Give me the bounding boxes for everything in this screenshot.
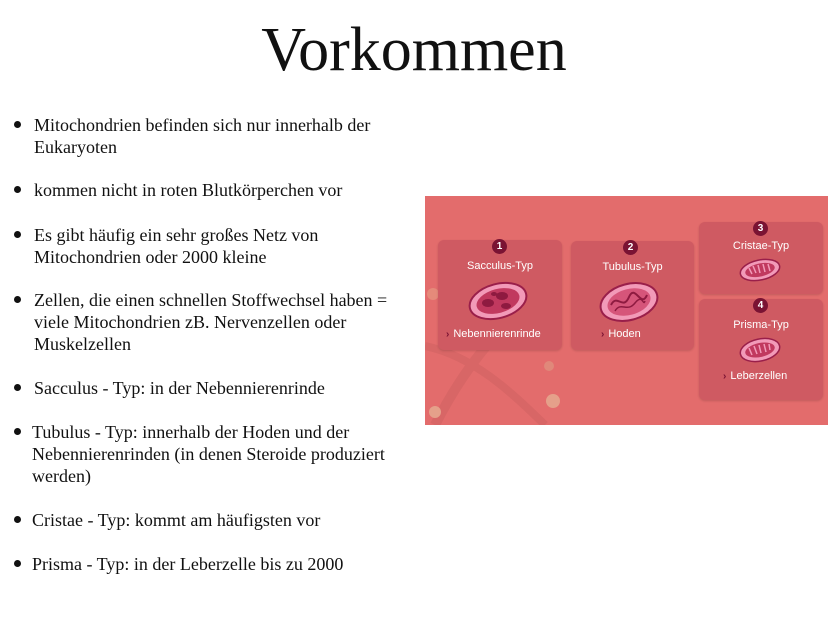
mitochondrion-tubulus-icon — [597, 279, 661, 325]
bullet-icon — [14, 560, 21, 567]
card-location-label: › Nebennierenrinde — [446, 328, 541, 340]
chevron-right-icon: › — [601, 329, 605, 340]
mitochondrion-sacculus-icon — [466, 280, 530, 322]
mitochondrion-cristae-icon — [737, 256, 783, 284]
list-item: Prisma - Typ: in der Leberzelle bis zu 2000 — [14, 553, 424, 575]
list-item: Sacculus - Typ: in der Nebennierenrinde — [14, 377, 424, 399]
list-item: kommen nicht in roten Blutkörperchen vor — [14, 179, 424, 201]
card-location-label: › Leberzellen — [723, 370, 788, 382]
card-title: Prisma-Typ — [733, 319, 789, 331]
card-tubulus-type — [571, 241, 694, 350]
card-number-badge: 2 — [623, 240, 638, 255]
card-prisma-type — [699, 299, 823, 400]
list-item: Es gibt häufig ein sehr großes Netz von Mitochondrien oder 2000 kleine — [14, 224, 424, 268]
list-item: Zellen, die einen schnellen Stoffwechsel haben = viele Mitochondrien zB. Nervenzellen oder Muskelzellen — [14, 289, 424, 355]
chevron-right-icon: › — [446, 329, 450, 340]
mitochondria-types-figure — [425, 196, 828, 425]
card-title: Tubulus-Typ — [602, 261, 663, 273]
card-title: Cristae-Typ — [732, 240, 790, 252]
bullet-icon — [14, 231, 21, 238]
card-number-badge: 4 — [753, 298, 768, 313]
card-number-badge: 1 — [492, 239, 507, 254]
chevron-right-icon: › — [723, 371, 727, 382]
list-item: Tubulus - Typ: innerhalb der Hoden und der Nebennierenrinden (in denen Steroide produziert werden) — [14, 421, 424, 487]
list-item: Mitochondrien befinden sich nur innerhalb der Eukaryoten — [14, 114, 424, 158]
card-cristae-type — [699, 222, 823, 294]
card-title: Sacculus-Typ — [466, 260, 534, 272]
card-sacculus-type — [438, 240, 562, 350]
slide-title: Vorkommen — [261, 16, 567, 84]
bullet-icon — [14, 186, 21, 193]
card-number-badge: 3 — [753, 221, 768, 236]
bullet-icon — [14, 121, 21, 128]
card-location-label: › Hoden — [601, 328, 641, 340]
list-item: Cristae - Typ: kommt am häufigsten vor — [14, 509, 424, 531]
bullet-icon — [14, 296, 21, 303]
bullet-icon — [14, 428, 21, 435]
bullet-icon — [14, 384, 21, 391]
mitochondrion-prisma-icon — [737, 335, 783, 365]
bullet-icon — [14, 516, 21, 523]
